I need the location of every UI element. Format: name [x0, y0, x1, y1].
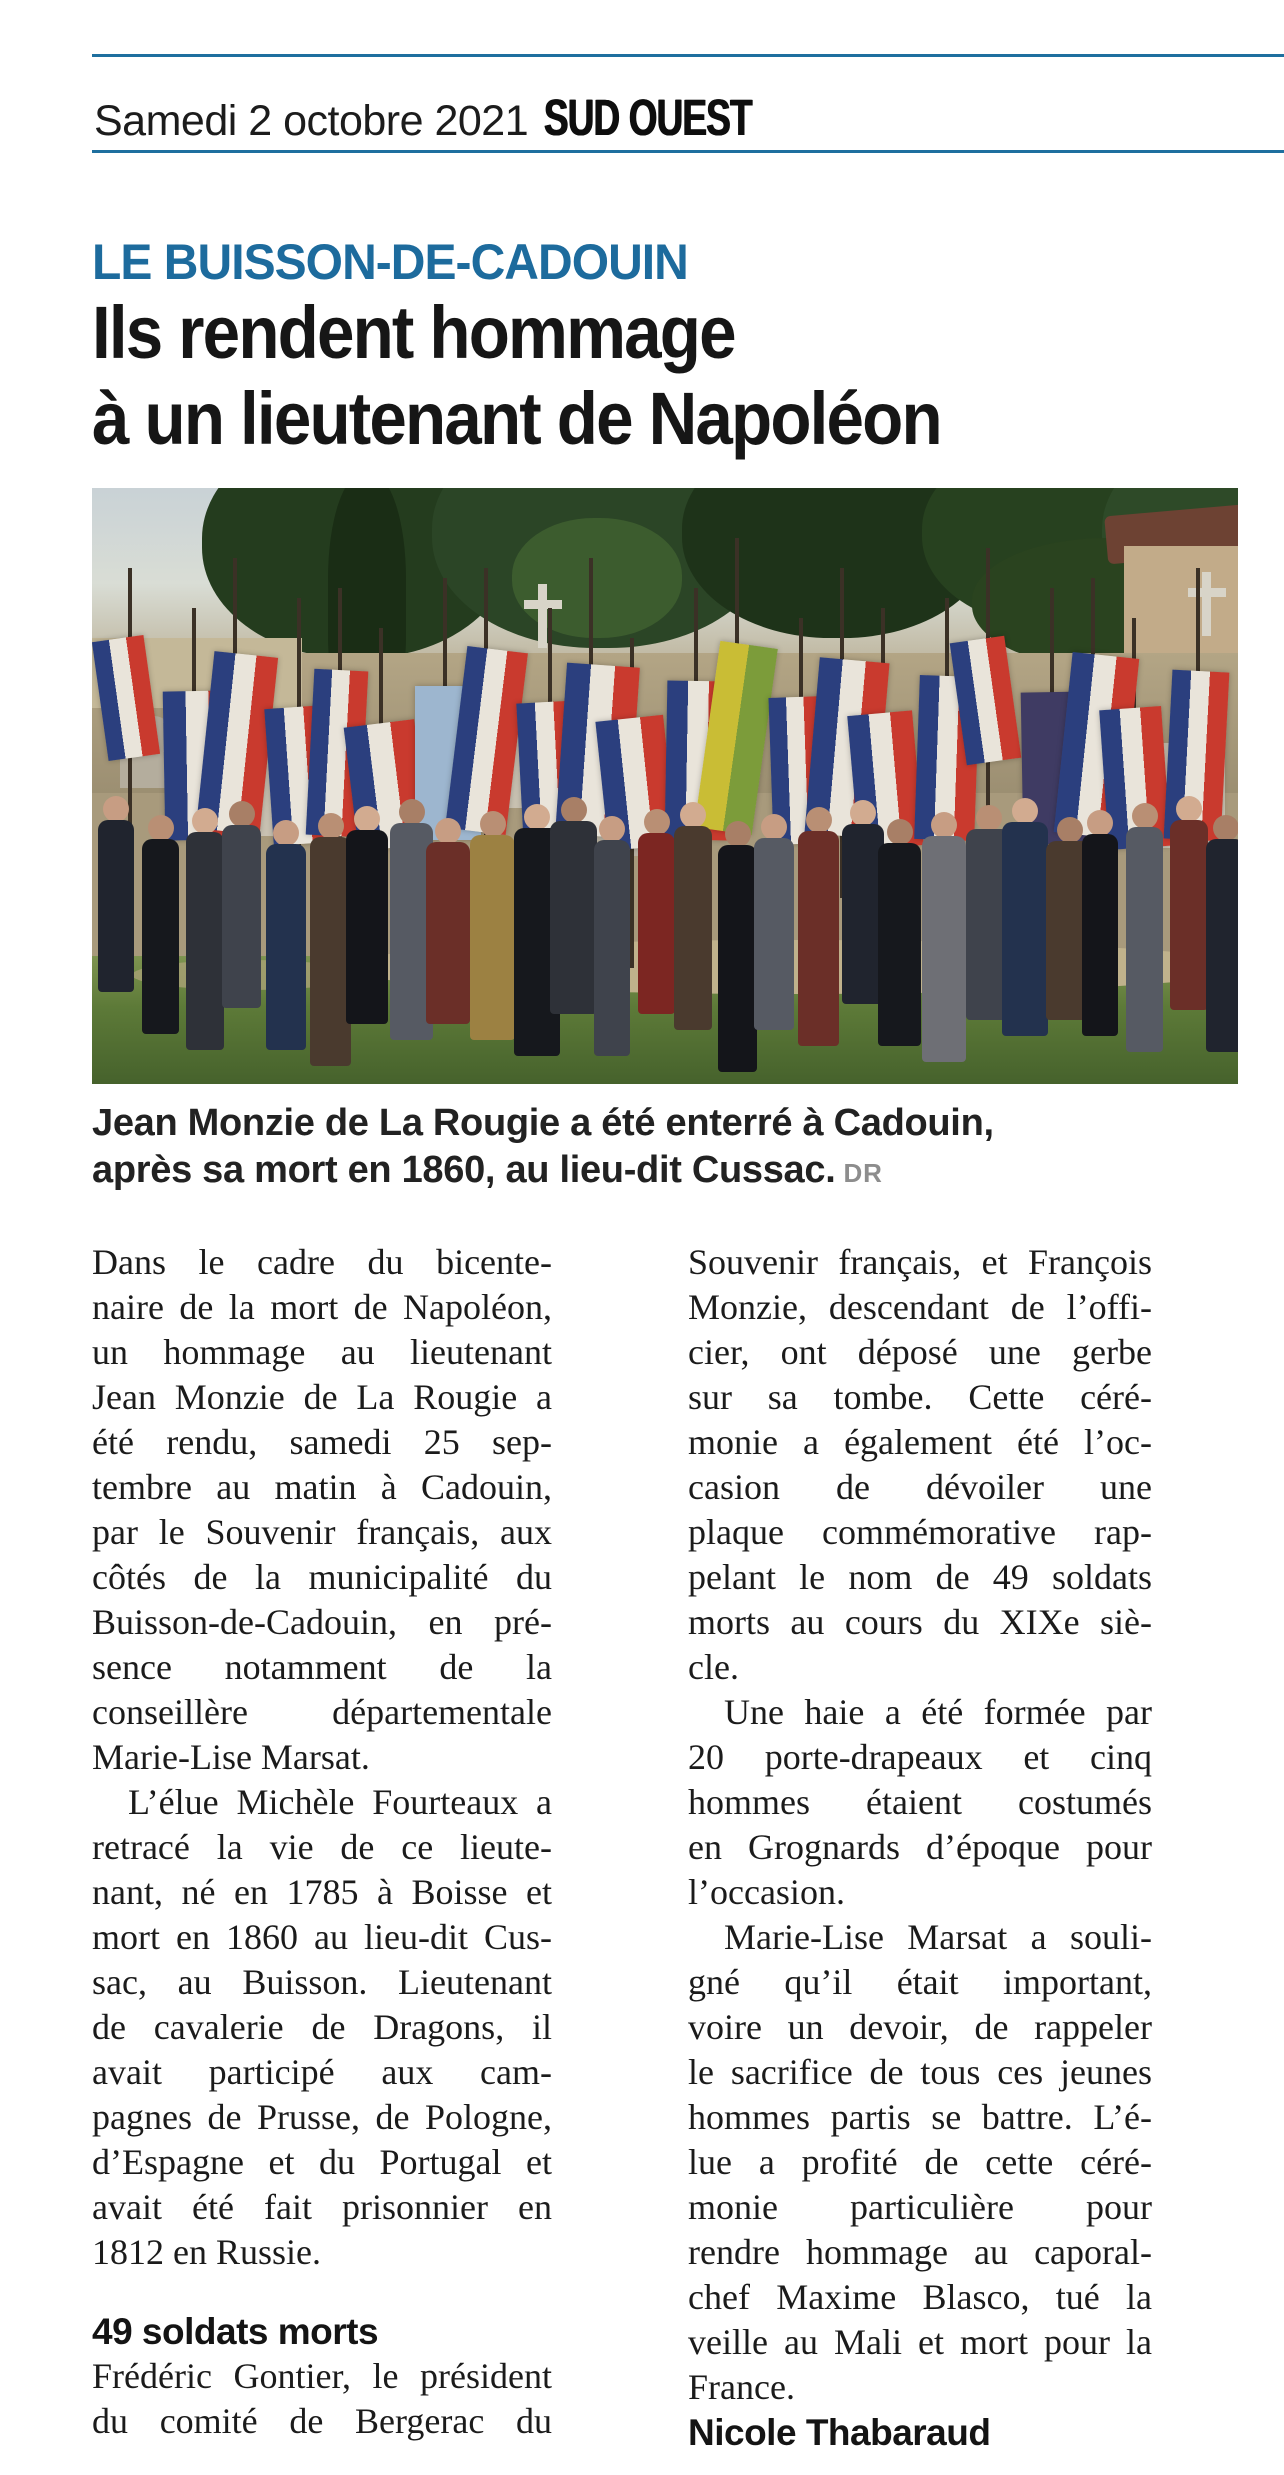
body-line: avait été fait prisonnier en: [92, 2187, 552, 2227]
body-column-left: [92, 1240, 552, 2444]
person-head: [229, 801, 255, 827]
body-line: Frédéric Gontier, le président: [92, 2356, 552, 2396]
person-figure: [1206, 839, 1238, 1052]
person-head: [1132, 803, 1158, 829]
body-line: Souvenir français, et François: [688, 1242, 1152, 1282]
person-head: [273, 820, 299, 846]
author-byline: Nicole Thabaraud: [688, 2412, 991, 2453]
person-figure: [266, 844, 306, 1050]
person-head: [644, 809, 670, 835]
body-line: le sacrifice de tous ces jeunes: [688, 2052, 1152, 2092]
person-head: [354, 806, 380, 832]
body-line: plaque commémorative rap-: [688, 1512, 1152, 1552]
person-head: [1057, 817, 1083, 843]
person-figure: [922, 836, 966, 1062]
person-head: [850, 800, 876, 826]
body-line: sur sa tombe. Cette céré-: [688, 1377, 1152, 1417]
body-line: Marie-Lise Marsat.: [92, 1737, 370, 1777]
body-line: sence notamment de la: [92, 1647, 552, 1687]
person-figure: [310, 837, 351, 1066]
body-line: casion de dévoiler une: [688, 1467, 1152, 1507]
body-line: Dans le cadre du bicente-: [92, 1242, 552, 1282]
body-line: côtés de la municipalité du: [92, 1557, 552, 1597]
body-line: cle.: [688, 1647, 739, 1687]
body-line: de cavalerie de Dragons, il: [92, 2007, 552, 2047]
body-column-right: [688, 1240, 1152, 2455]
headline-line-2: à un lieutenant de Napoléon: [92, 377, 941, 460]
person-head: [435, 818, 461, 844]
person-head: [1176, 796, 1202, 822]
person-head: [725, 821, 751, 847]
person-figure: [878, 843, 921, 1046]
body-line: Une haie a été formée par: [724, 1692, 1152, 1732]
person-figure: [718, 845, 757, 1072]
body-line: naire de la mort de Napoléon,: [92, 1287, 552, 1327]
person-head: [1087, 810, 1113, 836]
body-line: mort en 1860 au lieu-dit Cus-: [92, 1917, 552, 1957]
body-line: France.: [688, 2367, 795, 2407]
body-line: monie particulière pour: [688, 2187, 1152, 2227]
person-head: [103, 796, 129, 822]
body-line: pelant le nom de 49 soldats: [688, 1557, 1152, 1597]
person-head: [399, 799, 425, 825]
person-head: [887, 819, 913, 845]
person-figure: [222, 825, 261, 1008]
body-subhead: 49 soldats morts: [92, 2311, 379, 2352]
person-figure: [1082, 834, 1118, 1036]
person-head: [1213, 815, 1239, 841]
article-photo: [92, 488, 1238, 1084]
person-figure: [142, 839, 179, 1034]
body-line: pagnes de Prusse, de Pologne,: [92, 2097, 552, 2137]
header-rule-bottom: [92, 150, 1284, 153]
body-line: avait participé aux cam-: [92, 2052, 552, 2092]
body-line: du comité de Bergerac du: [92, 2401, 552, 2441]
person-figure: [346, 830, 388, 1024]
person-figure: [638, 833, 675, 1014]
section-kicker: LE BUISSON-DE-CADOUIN: [92, 234, 688, 290]
person-head: [1012, 798, 1038, 824]
body-line: 20 porte-drapeaux et cinq: [688, 1737, 1152, 1777]
person-figure: [754, 838, 794, 1030]
person-figure: [594, 840, 630, 1056]
article-headline: [92, 290, 941, 462]
body-line: en Grognards d’époque pour: [688, 1827, 1152, 1867]
body-line: gné qu’il était important,: [688, 1962, 1152, 2002]
body-line: hommes étaient costumés: [688, 1782, 1152, 1822]
photo-caption: [92, 1100, 1142, 1197]
stone-cross: [524, 600, 562, 609]
body-line: Buisson-de-Cadouin, en pré-: [92, 1602, 552, 1642]
person-figure: [550, 821, 597, 1014]
body-line: monie a également été l’oc-: [688, 1422, 1152, 1462]
person-head: [806, 807, 832, 833]
person-figure: [1126, 827, 1163, 1052]
body-line: par le Souvenir français, aux: [92, 1512, 552, 1552]
body-line: Marie-Lise Marsat a souli-: [724, 1917, 1152, 1957]
body-line: 1812 en Russie.: [92, 2232, 321, 2272]
stone-cross: [1202, 572, 1211, 636]
body-line: morts au cours du XIXe siè-: [688, 1602, 1152, 1642]
person-head: [931, 812, 957, 838]
person-figure: [1002, 822, 1048, 1036]
stone-cross: [1188, 588, 1226, 597]
person-figure: [98, 820, 134, 992]
dateline: [94, 88, 833, 147]
body-line: sac, au Buisson. Lieutenant: [92, 1962, 552, 2002]
person-figure: [470, 835, 515, 1040]
body-line: Jean Monzie de La Rougie a: [92, 1377, 552, 1417]
body-line: rendre hommage au caporal-: [688, 2232, 1152, 2272]
person-head: [318, 813, 344, 839]
body-line: veille au Mali et mort pour la: [688, 2322, 1152, 2362]
body-line: l’occasion.: [688, 1872, 845, 1912]
body-line: hommes partis se battre. L’é-: [688, 2097, 1152, 2137]
body-line: lue a profité de cette céré-: [688, 2142, 1152, 2182]
person-head: [561, 797, 587, 823]
sud-ouest-logo: SUD OUEST: [544, 89, 752, 146]
person-head: [976, 805, 1002, 831]
person-head: [192, 808, 218, 834]
person-figure: [1170, 820, 1208, 1010]
body-line: d’Espagne et du Portugal et: [92, 2142, 552, 2182]
person-head: [524, 804, 550, 830]
body-line: Monzie, descendant de l’offi-: [688, 1287, 1152, 1327]
body-line: L’élue Michèle Fourteaux a: [128, 1782, 552, 1822]
body-line: tembre au matin à Cadouin,: [92, 1467, 552, 1507]
caption-line-2: après sa mort en 1860, au lieu-dit Cussac.: [92, 1149, 836, 1191]
person-figure: [186, 832, 224, 1050]
body-line: nant, né en 1785 à Boisse et: [92, 1872, 552, 1912]
caption-line-1: Jean Monzie de La Rougie a été enterré à Cadouin,: [92, 1102, 994, 1144]
body-line: retracé la vie de ce lieute-: [92, 1827, 552, 1867]
date-text: Samedi 2 octobre 2021: [94, 97, 529, 145]
building-wall: [1124, 546, 1238, 658]
person-head: [761, 814, 787, 840]
person-head: [148, 815, 174, 841]
photo-credit: DR: [843, 1158, 883, 1188]
person-figure: [426, 842, 470, 1024]
header-rule-top: [92, 54, 1284, 57]
person-figure: [674, 826, 712, 1030]
body-line: été rendu, samedi 25 sep-: [92, 1422, 552, 1462]
person-head: [480, 811, 506, 837]
stone-cross: [538, 584, 547, 648]
body-line: voire un devoir, de rappeler: [688, 2007, 1152, 2047]
body-line: chef Maxime Blasco, tué la: [688, 2277, 1152, 2317]
body-line: cier, ont déposé une gerbe: [688, 1332, 1152, 1372]
headline-line-1: Ils rendent hommage: [92, 291, 735, 374]
person-head: [680, 802, 706, 828]
body-line: un hommage au lieutenant: [92, 1332, 552, 1372]
person-head: [599, 816, 625, 842]
person-figure: [798, 831, 839, 1046]
body-line: conseillère départementale: [92, 1692, 552, 1732]
